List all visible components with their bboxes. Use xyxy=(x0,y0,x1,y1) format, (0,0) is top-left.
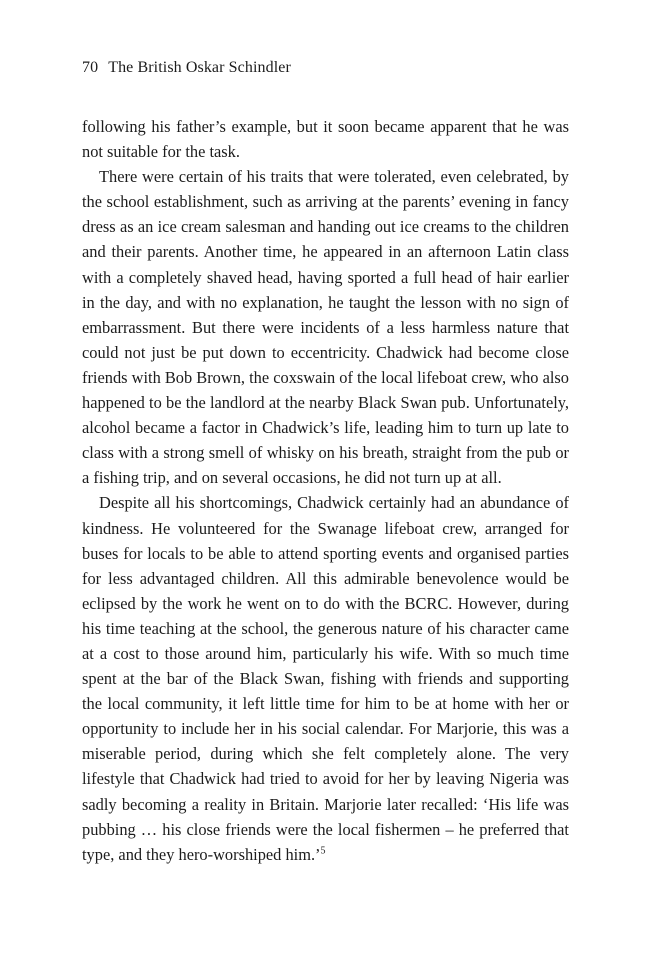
paragraph-shortcomings xyxy=(82,490,569,866)
footnote-reference[interactable]: 5 xyxy=(320,845,326,857)
running-header xyxy=(82,58,291,78)
body-text xyxy=(82,114,569,867)
paragraph-continuation: following his father’s example, but it soon became apparent that he was not suitable for the task. xyxy=(82,117,569,162)
paragraph-traits: There were certain of his traits that were tolerated, even celebrated, by the school establishment, such as arriving at the parents’ evening in fancy dress as an ice cream salesman and handing out ice creams to the children and their parents. Another time, he appeared in an afternoon Latin class with a completely shaved head, having sported a full head of hair earlier in the day, and with no explanation, he taught the lesson with no sign of embarrassment. But there were incidents of a less harmless nature that could not just be put down to eccentricity. Chadwick had become close friends with Bob Brown, the coxswain of the local lifeboat crew, who also happened to be the landlord at the nearby Black Swan pub. Unfortunately, alcohol became a factor in Chadwick’s life, leading him to turn up late to class with a strong smell of whisky on his breath, straight from the pub or a fishing trip, and on several occasions, he did not turn up at all. xyxy=(82,167,569,488)
paragraph-shortcomings-text: Despite all his shortcomings, Chadwick certainly had an abundance of kindness. He volunteered for the Swanage lifeboat crew, arranged for buses for locals to be able to attend sporting events and organised parties for less advantaged children. All this admirable benevolence would be eclipsed by the work he went on to do with the BCRC. However, during his time teaching at the school, the generous nature of his character came at a cost to those around him, particularly his wife. With so much time spent at the bar of the Black Swan, fishing with friends and supporting the local community, it left little time for him to be at home with her or opportunity to include her in his social calendar. For Marjorie, this was a miserable period, during which she felt completely alone. The very lifestyle that Chadwick had tried to avoid for her by leaving Nigeria was sadly becoming a reality in Britain. Marjorie later recalled: ‘His life was pubbing … his close friends were the local fishermen – he preferred that type, and they hero-worshiped him.’ xyxy=(82,493,569,864)
page-number: 70 xyxy=(82,59,99,76)
running-title: The British Oskar Schindler xyxy=(108,59,291,76)
